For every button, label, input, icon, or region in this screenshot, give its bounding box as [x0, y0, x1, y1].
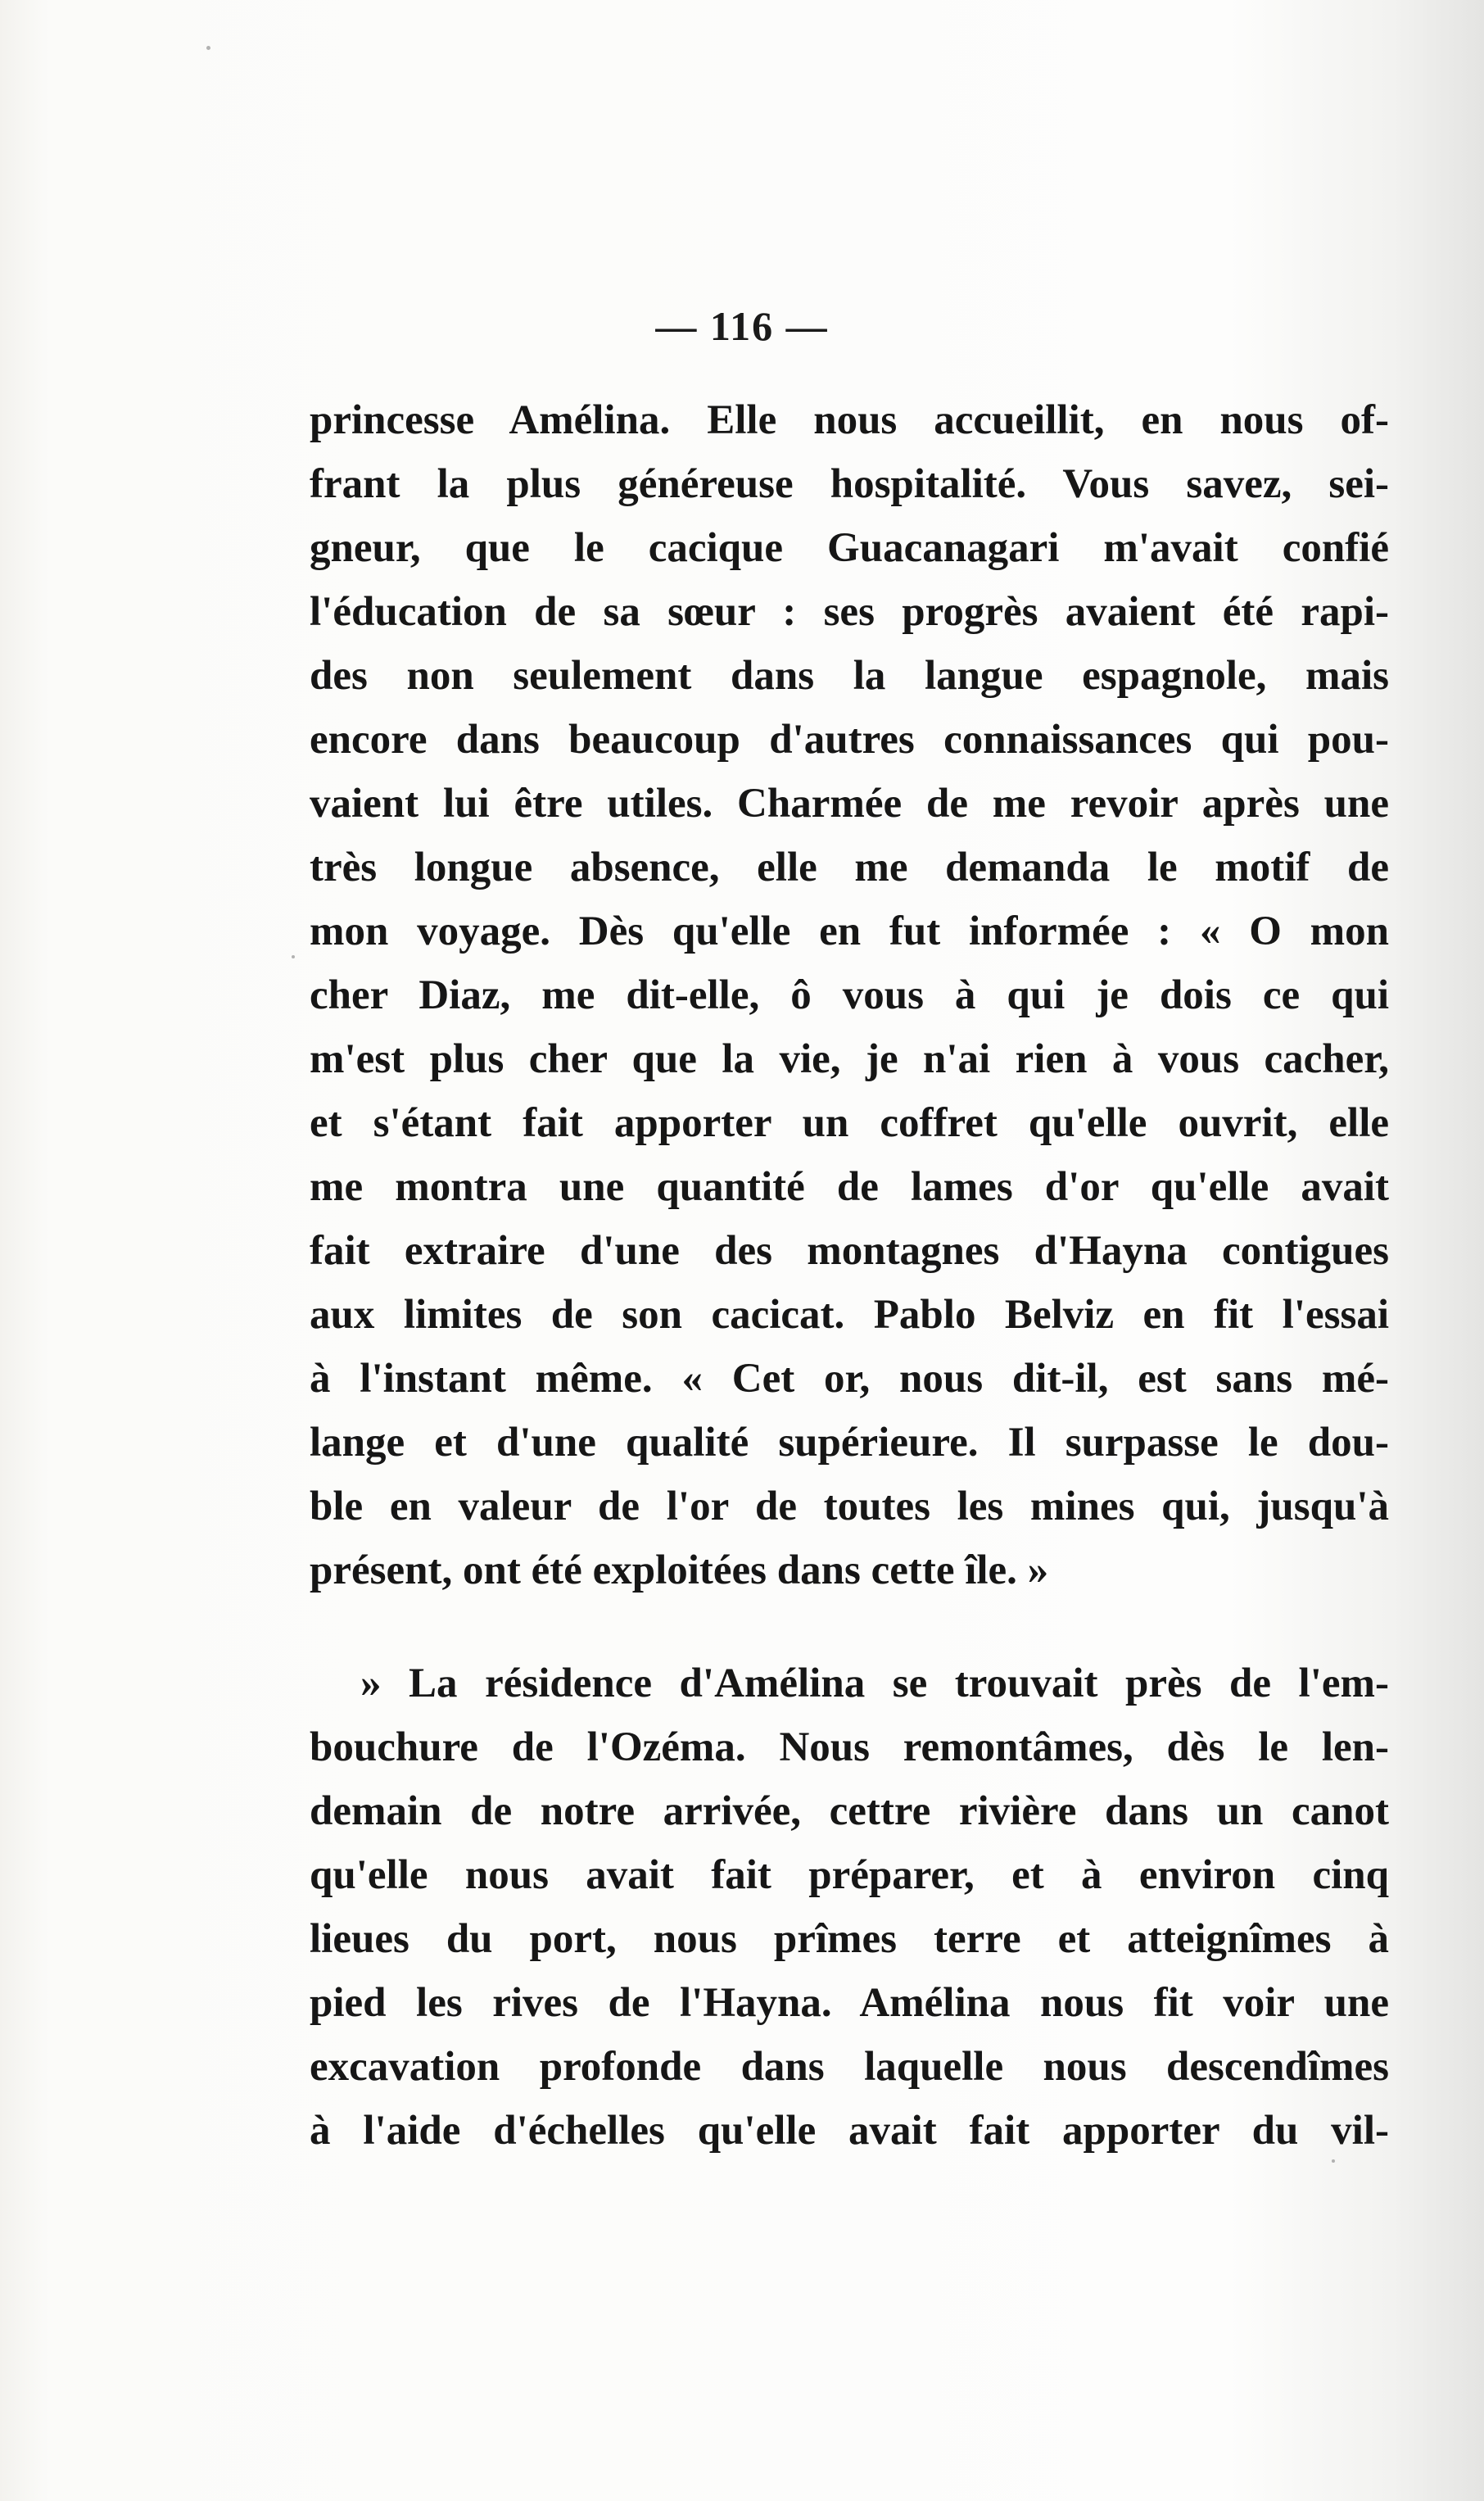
text-line: à l'instant même. « Cet or, nous dit-il, est sans mé-: [310, 1356, 1389, 1402]
text-line: me montra une quantité de lames d'or qu'elle avait: [310, 1164, 1389, 1210]
text-line: bouchure de l'Ozéma. Nous remontâmes, dès le len-: [310, 1724, 1389, 1770]
text-line: ble en valeur de l'or de toutes les mines qui, jusqu'à: [310, 1484, 1389, 1529]
text-line: gneur, que le cacique Guacanagari m'avait confié: [310, 525, 1389, 571]
paper-speck: [206, 46, 210, 50]
text-line: pied les rives de l'Hayna. Amélina nous fit voir une: [310, 1980, 1389, 2026]
text-line: qu'elle nous avait fait préparer, et à environ cinq: [310, 1852, 1389, 1898]
text-line: princesse Amélina. Elle nous accueillit, en nous of-: [310, 397, 1389, 443]
text-line: excavation profonde dans laquelle nous descendîmes: [310, 2044, 1389, 2090]
text-line: et s'étant fait apporter un coffret qu'elle ouvrit, elle: [310, 1100, 1389, 1146]
text-line: présent, ont été exploitées dans cette île. »: [310, 1547, 1049, 1593]
text-line: à l'aide d'échelles qu'elle avait fait apporter du vil-: [310, 2108, 1389, 2154]
page-number: — 116 —: [655, 303, 829, 349]
text-line: fait extraire d'une des montagnes d'Hayna contigues: [310, 1228, 1389, 1274]
text-line: lange et d'une qualité supérieure. Il surpasse le dou-: [310, 1420, 1389, 1466]
text-line: des non seulement dans la langue espagnole, mais: [310, 653, 1389, 699]
paper-speck: [292, 955, 295, 958]
text-line: aux limites de son cacicat. Pablo Belviz en fit l'essai: [310, 1292, 1389, 1338]
text-line: cher Diaz, me dit-elle, ô vous à qui je dois ce qui: [310, 972, 1389, 1018]
text-line: lieues du port, nous prîmes terre et atteignîmes à: [310, 1916, 1389, 1962]
text-line: demain de notre arrivée, cettre rivière dans un canot: [310, 1788, 1389, 1834]
text-line: encore dans beaucoup d'autres connaissances qui pou-: [310, 717, 1389, 763]
paper-speck: [1332, 2159, 1335, 2163]
text-line: l'éducation de sa sœur : ses progrès avaient été rapi-: [310, 589, 1389, 635]
text-line: vaient lui être utiles. Charmée de me revoir après une: [310, 781, 1389, 827]
text-line: » La résidence d'Amélina se trouvait près de l'em-: [360, 1661, 1389, 1706]
paragraph-2: [310, 1651, 1389, 2163]
text-line: très longue absence, elle me demanda le motif de: [310, 845, 1389, 890]
paragraph-1: [310, 388, 1389, 1602]
text-line: mon voyage. Dès qu'elle en fut informée : « O mon: [310, 908, 1389, 954]
text-line: frant la plus généreuse hospitalité. Vous savez, sei-: [310, 461, 1389, 507]
text-line: m'est plus cher que la vie, je n'ai rien à vous cacher,: [310, 1036, 1389, 1082]
